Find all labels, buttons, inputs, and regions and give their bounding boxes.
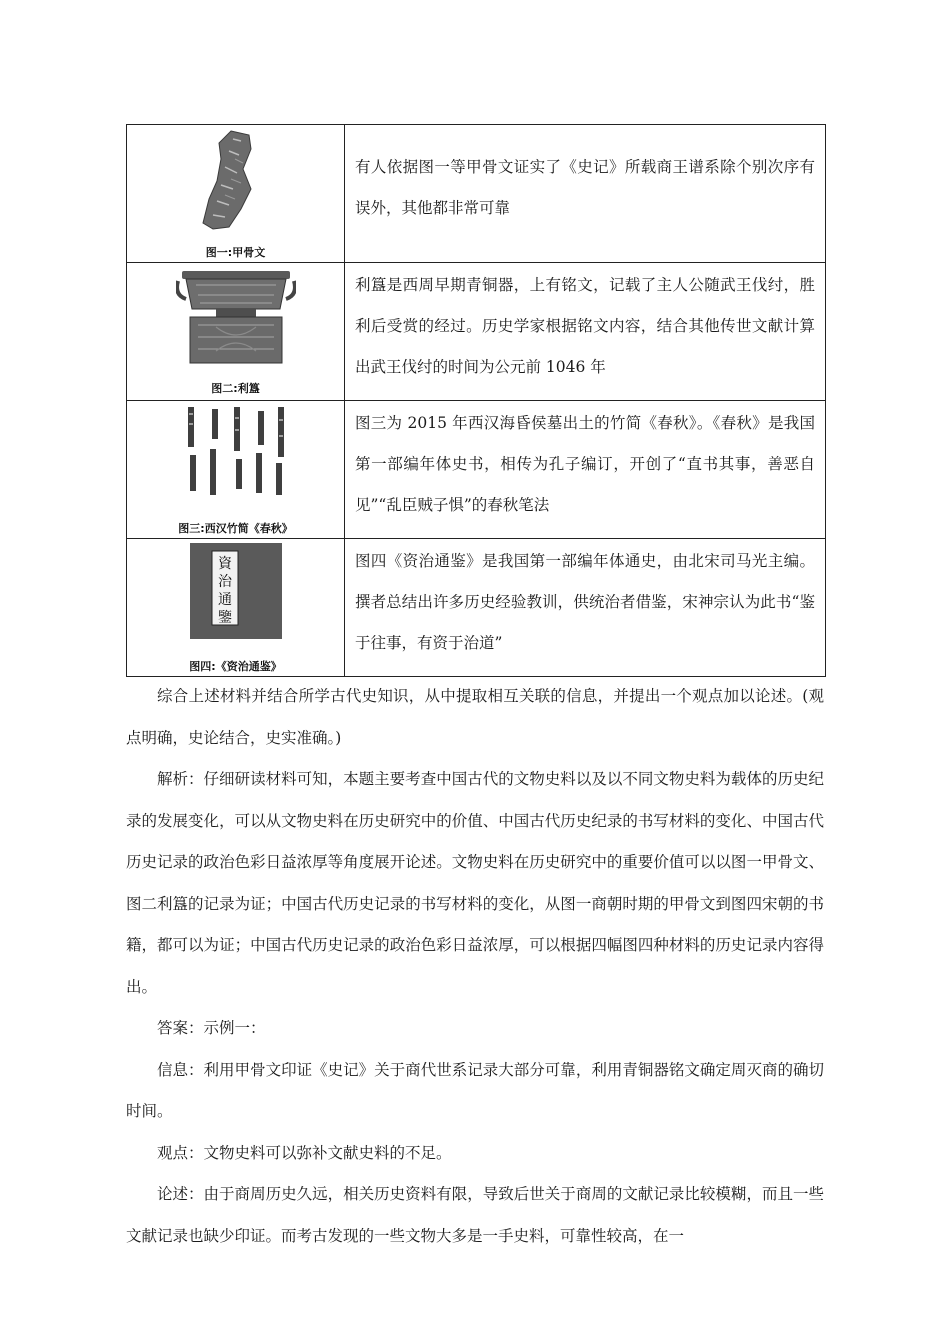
row-description: 图四《资治通鉴》是我国第一部编年体通史，由北宋司马光主编。撰者总结出许多历史经验教训，供统治者借鉴，宋神宗认为此书“鉴于往事，有资于治道” (355, 552, 815, 652)
figure-cell (127, 125, 345, 263)
materials-table (126, 124, 826, 677)
description-cell (345, 125, 826, 263)
row-description: 图三为 2015 年西汉海昏侯墓出土的竹简《春秋》。《春秋》是我国第一部编年体史书，相传为孔子编订，开创了“直书其事，善恶自见”“乱臣贼子惧”的春秋笔法 (355, 414, 815, 514)
bamboo-slips-image (176, 405, 296, 501)
figure-caption: 图二:利簋 (211, 382, 260, 395)
argument-paragraph: 论述：由于商周历史久远，相关历史资料有限，导致后世关于商周的文献记录比较模糊，而且一些文献记录也缺少印证。而考古发现的一些文物大多是一手史料，可靠性较高，在一 (126, 1185, 824, 1245)
figure-book-cover (127, 543, 344, 680)
question-paragraph: 综合上述材料并结合所学古代史知识，从中提取相互关联的信息，并提出一个观点加以论述。(观点明确，史论结合，史实准确。) (126, 687, 824, 747)
figure-caption: 图三:西汉竹简《春秋》 (178, 522, 293, 535)
information-paragraph: 信息：利用甲骨文印证《史记》关于商代世系记录大部分可靠，利用青铜器铭文确定周灭商的确切时间。 (126, 1060, 824, 1120)
figure-bamboo-slips (127, 405, 344, 542)
figure-cell (127, 401, 345, 539)
oracle-bone-image (191, 129, 281, 239)
description-cell (345, 401, 826, 539)
book-title-char: 治 (217, 574, 232, 590)
table-row (127, 125, 826, 263)
table-row (127, 401, 826, 539)
figure-caption: 图四:《资治通鉴》 (189, 660, 282, 673)
figure-caption: 图一:甲骨文 (205, 246, 266, 259)
book-title-char: 資 (217, 556, 232, 572)
bronze-gui-vessel-image (176, 265, 296, 369)
book-title-char: 鑒 (217, 610, 232, 626)
row-description: 利簋是西周早期青铜器，上有铭文，记载了主人公随武王伐纣，胜利后受赏的经过。历史学家根据铭文内容，结合其他传世文献计算出武王伐纣的时间为公元前 1046 年 (355, 276, 815, 376)
question-and-answer (126, 676, 824, 1257)
analysis-paragraph: 解析：仔细研读材料可知，本题主要考查中国古代的文物史料以及以不同文物史料为载体的历史纪录的发展变化，可以从文物史料在历史研究中的价值、中国古代历史纪录的书写材料的变化、中国古代历史记录的政治色彩日益浓厚等角度展开论述。文物史料在历史研究中的重要价值可以以图一甲骨文、图二利簋的记录为证；中国古代历史记录的书写材料的变化，从图一商朝时期的甲骨文到图四宋朝的书籍，都可以为证；中国古代历史记录的政治色彩日益浓厚，可以根据四幅图四种材料的历史记录内容得出。 (126, 770, 824, 996)
description-cell (345, 263, 826, 401)
description-cell (345, 539, 826, 677)
table-row (127, 539, 826, 677)
book-title-char: 通 (217, 592, 232, 608)
figure-oracle-bone (127, 129, 344, 266)
book-cover-image (190, 543, 282, 639)
viewpoint-paragraph: 观点：文物史料可以弥补文献史料的不足。 (157, 1143, 452, 1162)
row-description: 有人依据图一等甲骨文证实了《史记》所载商王谱系除个别次序有误外，其他都非常可靠 (355, 158, 815, 217)
answer-heading: 答案：示例一： (157, 1019, 266, 1037)
figure-bronze-gui (127, 265, 344, 402)
table-row (127, 263, 826, 401)
figure-cell (127, 539, 345, 677)
figure-cell (127, 263, 345, 401)
